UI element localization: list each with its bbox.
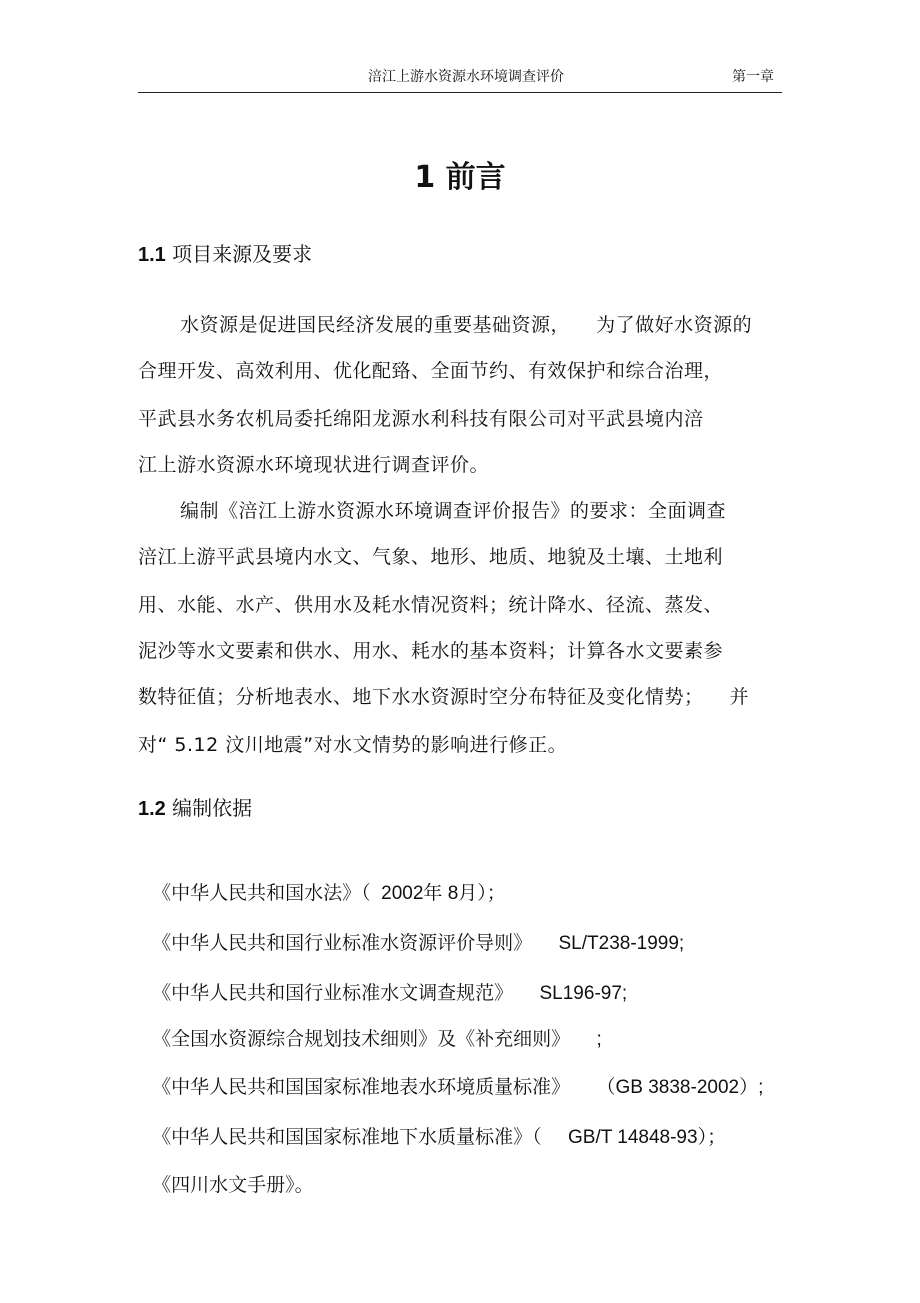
- reference-name: 《中华人民共和国国家标准地表水环境质量标准》: [152, 1076, 571, 1098]
- reference-item: [140, 1100, 726, 1149]
- reference-name: 《全国水资源综合规划技术细则》及《补充细则》: [152, 1028, 571, 1050]
- chapter-title: 1 前言: [414, 160, 506, 195]
- header-title: 涪江上游水资源水环境调查评价: [368, 69, 564, 85]
- reference-name: 《中华人民共和国国家标准地下水质量标准》（: [152, 1126, 542, 1148]
- reference-code: （GB 3838-2002）;: [570, 1077, 764, 1098]
- reference-item: [140, 1002, 602, 1051]
- section-number: 1.2: [138, 798, 166, 820]
- section-heading-1-1: [138, 238, 312, 267]
- reference-item: [140, 906, 684, 955]
- reference-code: SL/T238-1999;: [532, 933, 685, 954]
- page-header: [138, 64, 782, 93]
- paragraph-line: 水资源是促进国民经济发展的重要基础资源， 为了做好水资源的: [180, 314, 753, 336]
- section-title: 编制依据: [172, 796, 253, 820]
- reference-name: 《中华人民共和国水法》（: [152, 882, 371, 904]
- reference-code: ;: [570, 1029, 602, 1050]
- paragraph-line: 编制《涪江上游水资源水环境调查评价报告》的要求：全面调查: [180, 500, 727, 522]
- paragraph-line: 对“ 5.12 汶川地震”对水文情势的影响进行修正。: [138, 734, 568, 756]
- section-title: 项目来源及要求: [172, 242, 313, 266]
- paragraph-line: 平武县水务农机局委托绵阳龙源水利科技有限公司对平武县境内涪: [138, 408, 704, 430]
- section-heading-1-2: [138, 792, 252, 821]
- reference-code: SL196-97;: [513, 983, 628, 1004]
- reference-item: [140, 1148, 314, 1197]
- reference-code: GB/T 14848-93）；: [541, 1127, 727, 1148]
- paragraph-line: 用、水能、水产、供用水及耗水情况资料；统计降水、径流、蒸发、: [138, 594, 724, 616]
- section-number: 1.1: [138, 244, 166, 266]
- paragraph-line: 江上游水资源水环境现状进行调查评价。: [138, 454, 490, 476]
- reference-item: [140, 856, 506, 905]
- reference-code: 2002年 8月）；: [370, 883, 506, 904]
- paragraph-line: 数特征值；分析地表水、地下水水资源时空分布特征及变化情势； 并: [138, 686, 750, 708]
- paragraph-line: 涪江上游平武县境内水文、气象、地形、地质、地貌及土壤、土地利: [138, 546, 724, 568]
- reference-item: [140, 956, 627, 1005]
- reference-item: [140, 1050, 763, 1099]
- header-chapter: 第一章: [732, 69, 774, 85]
- paragraph-line: 合理开发、高效利用、优化配臵、全面节约、有效保护和综合治理，: [138, 360, 724, 382]
- reference-name: 《四川水文手册》。: [152, 1174, 314, 1196]
- reference-name: 《中华人民共和国行业标准水文调查规范》: [152, 982, 514, 1004]
- paragraph-line: 泥沙等水文要素和供水、用水、耗水的基本资料；计算各水文要素参: [138, 640, 724, 662]
- reference-name: 《中华人民共和国行业标准水资源评价导则》: [152, 932, 533, 954]
